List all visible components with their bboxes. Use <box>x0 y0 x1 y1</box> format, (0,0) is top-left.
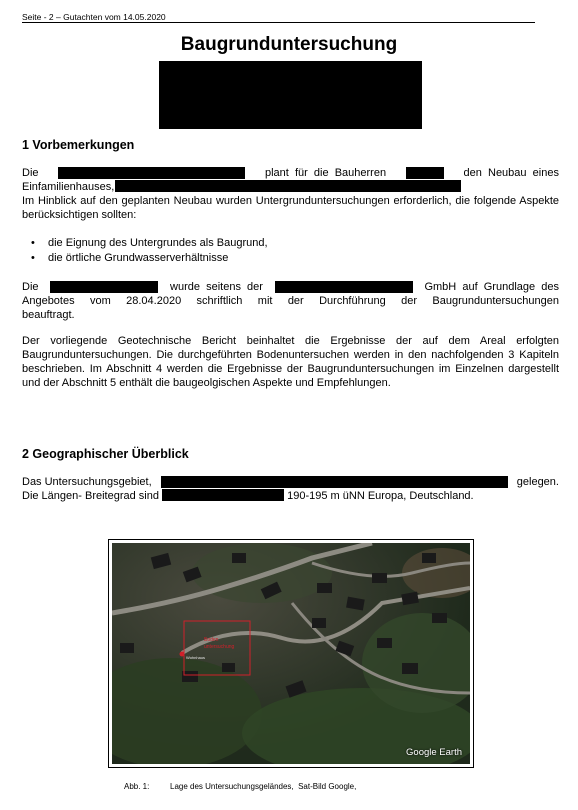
para-1-text-b: plant für die Bauherren <box>264 167 387 179</box>
para-1-line-3: Im Hinblick auf den geplanten Neubau wurden Untergrunduntersuchungen erforderlich, die folgende Aspekte berücksichtigen sollten: <box>22 195 559 221</box>
section-2-heading: 2 Geographischer Überblick <box>22 447 189 461</box>
sec2-line-1 <box>22 475 559 489</box>
google-earth-watermark: Google Earth <box>406 747 462 758</box>
sec2-line-2 <box>22 489 559 503</box>
section-1-heading: 1 Vorbemerkungen <box>22 138 135 152</box>
sec2-text-c: Die Längen- Breitegrad sind <box>22 490 159 502</box>
para-2-text-b: wurde seitens der <box>170 281 263 293</box>
redaction <box>115 180 461 192</box>
aspect-list <box>22 236 268 266</box>
para-1-line-2 <box>22 180 559 194</box>
redaction <box>275 281 413 293</box>
figure-caption <box>124 782 356 791</box>
sec2-text-d: 190-195 m üNN Europa, Deutschland. <box>287 490 474 502</box>
list-item: • die Eignung des Untergrundes als Baugrund, <box>22 236 268 251</box>
para-2-line-1 <box>22 280 559 294</box>
document-title: Baugrunduntersuchung <box>180 34 398 55</box>
para-2-line-2: Angebotes vom 28.04.2020 schriftlich mit der Durchführung der Baugrunduntersuchungen <box>22 295 559 307</box>
sec2-text-a: Das Untersuchungsgebiet, <box>22 476 152 488</box>
para-1-text-d: Einfamilienhauses, <box>22 181 115 193</box>
redaction <box>50 281 158 293</box>
para-3: Der vorliegende Geotechnische Bericht beinhaltet die Ergebnisse der auf dem Areal erfolgten Baugrunduntersuchungen. Die durchgeführten Bodenuntersuchen werden in den nachfolgenden 3 Kapiteln beschrieben. Im Abschnitt 4 werden die Ergebnisse der Baugrunduntersuchungen im Einzelnen dargestellt und der Abschnitt 5 enthält die baugeolgischen Aspekte und Empfehlungen. <box>22 335 559 389</box>
para-2-text-a: Die <box>22 281 39 293</box>
para-1-text-c: den Neubau eines <box>463 167 559 179</box>
para-1-line-1 <box>22 166 559 180</box>
para-2-text-c: GmbH auf Grundlage des <box>424 281 559 293</box>
svg-text:untersuchung: untersuchung <box>204 644 235 650</box>
figure-caption-text: Lage des Untersuchungsgeländes, Sat-Bild Google, <box>170 782 357 791</box>
redaction <box>161 476 508 488</box>
redacted-block <box>159 61 422 129</box>
redaction <box>162 489 284 501</box>
para-2-line-3: beauftragt. <box>22 309 75 321</box>
satellite-image <box>112 543 470 764</box>
sec2-text-b: gelegen. <box>516 476 559 488</box>
header-rule <box>22 22 535 23</box>
list-item: • die örtliche Grundwasserverhältnisse <box>22 251 268 266</box>
redaction <box>406 167 444 179</box>
svg-text:Boden: Boden <box>204 637 219 643</box>
figure-frame <box>108 539 474 768</box>
para-1-text-a: Die <box>22 167 39 179</box>
figure-label: Abb. 1: <box>124 782 150 791</box>
page-header: Seite - 2 – Gutachten vom 14.05.2020 <box>22 12 166 22</box>
redaction <box>58 167 245 179</box>
svg-text:Wohnhaus: Wohnhaus <box>186 655 206 660</box>
